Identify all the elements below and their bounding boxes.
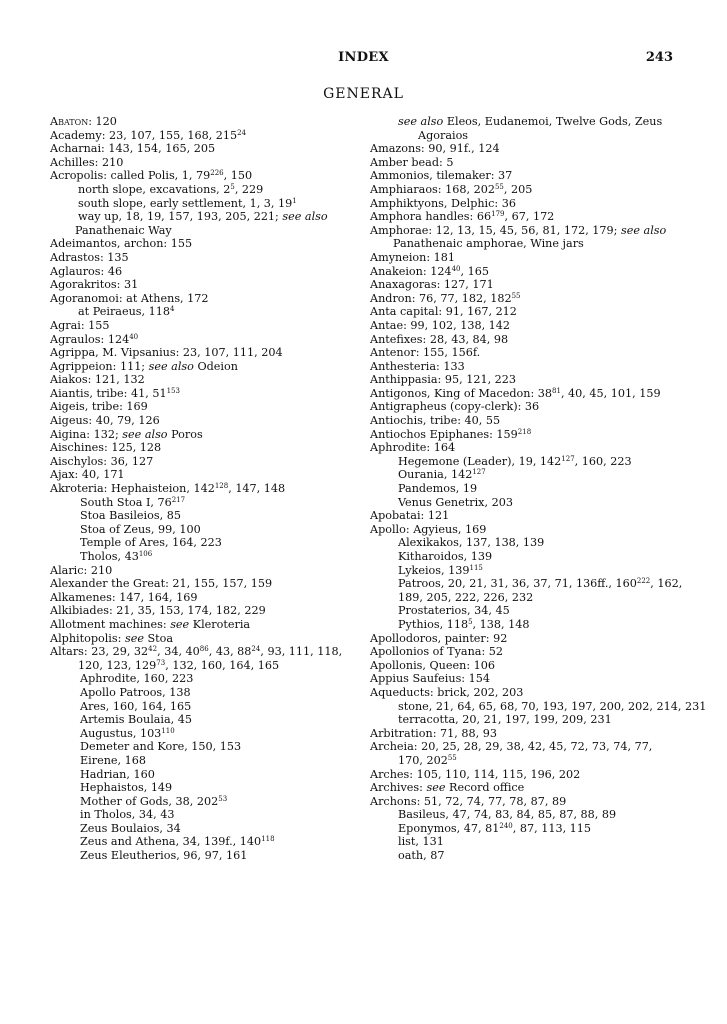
index-entry: terracotta, 20, 21, 197, 199, 209, 231 bbox=[398, 713, 612, 727]
index-entry: Tholos, $43^{106}$ bbox=[80, 550, 153, 563]
index-entry: Aischylos: 36, 127 bbox=[50, 454, 154, 468]
index-entry: Eirene, 168 bbox=[80, 753, 147, 767]
index-entry: Basileus, 47, 74, 83, 84, 85, 87, 88, 89 bbox=[398, 808, 617, 822]
index-entry: Allotment machines: see Kleroteria bbox=[50, 617, 251, 631]
index-column-left bbox=[50, 115, 362, 863]
index-entry: 120, 123, $129^{73}$, 132, 160, 164, 165 bbox=[78, 658, 280, 672]
index-entry: Aglauros: 46 bbox=[50, 264, 123, 278]
index-entry: Anthippasia: 95, 121, 223 bbox=[370, 373, 517, 387]
section-title: GENERAL bbox=[323, 86, 404, 102]
index-entry: Pandemos, 19 bbox=[398, 482, 478, 496]
index-entry: Prostaterios, 34, 45 bbox=[398, 604, 510, 618]
index-entry: Alexander the Great: 21, 155, 157, 159 bbox=[50, 577, 273, 591]
index-entry: Eponymos, 47, $81^{240}$, 87, 113, 115 bbox=[398, 821, 592, 835]
index-entry: Agoraios bbox=[418, 128, 469, 142]
index-entry: Apollodoros, painter: 92 bbox=[370, 631, 508, 645]
index-entry: Panathenaic Way bbox=[75, 223, 172, 237]
index-entry: Agrippa, M. Vipsanius: 23, 107, 111, 204 bbox=[50, 346, 283, 360]
index-entry: Amazons: 90, 91f., 124 bbox=[370, 142, 500, 156]
index-entry: Aiantis, tribe: 41, $51^{153}$ bbox=[50, 386, 180, 400]
index-entry: Hegemone (Leader), 19, $142^{127}$, 160, 223 bbox=[398, 454, 632, 468]
index-entry: Adeimantos, archon: 155 bbox=[50, 237, 193, 251]
index-entry: Amphorae: 12, 13, 15, 45, 56, 81, 172, 179; see also bbox=[370, 223, 667, 237]
index-entry: Aigeis, tribe: 169 bbox=[50, 400, 148, 414]
index-entry: Aischines: 125, 128 bbox=[50, 441, 162, 455]
index-column-right bbox=[370, 115, 707, 863]
index-entry: Artemis Boulaia, 45 bbox=[80, 713, 193, 727]
running-header bbox=[0, 50, 727, 70]
index-entry: Antenor: 155, 156f. bbox=[370, 346, 481, 360]
index-entry: south slope, early settlement, 1, 3, $19^1$ bbox=[78, 196, 297, 210]
index-entry: Acharnai: 143, 154, 165, 205 bbox=[50, 142, 216, 156]
index-entry: Antefixes: 28, 43, 84, 98 bbox=[370, 332, 509, 346]
index-entry: Anaxagoras: 127, 171 bbox=[370, 278, 494, 292]
index-entry: 170, $202^{55}$ bbox=[398, 753, 457, 767]
index-entry: Hephaistos, 149 bbox=[80, 781, 173, 795]
index-entry: Arbitration: 71, 88, 93 bbox=[370, 726, 497, 740]
index-entry: Panathenaic amphorae, Wine jars bbox=[393, 237, 584, 251]
index-entry: Pythios, $118^5$, 138, 148 bbox=[398, 617, 530, 631]
index-entry: Apollo: Agyieus, 169 bbox=[370, 522, 487, 536]
index-entry: Antiochos Epiphanes: $159^{218}$ bbox=[370, 427, 532, 441]
index-entry: Agorakritos: 31 bbox=[50, 278, 139, 292]
index-entry: Antigrapheus (copy-clerk): 36 bbox=[370, 400, 540, 414]
index-entry: Altars: 23, 29, $32^{42}$, 34, $40^{86}$, 43, $88^{24}$, 93, 111, 118, bbox=[50, 645, 343, 659]
index-entry: Alkamenes: 147, 164, 169 bbox=[50, 590, 198, 604]
index-entry: Arches: 105, 110, 114, 115, 196, 202 bbox=[370, 767, 581, 781]
index-entry: Kitharoidos, 139 bbox=[398, 550, 493, 563]
index-entry: Alexikakos, 137, 138, 139 bbox=[398, 536, 545, 550]
index-entry: Amphiktyons, Delphic: 36 bbox=[370, 196, 516, 210]
header-title: INDEX bbox=[338, 50, 389, 65]
index-entry: Alphitopolis: see Stoa bbox=[50, 631, 174, 645]
index-entry: Abaton: 120 bbox=[50, 115, 117, 128]
index-entry: see also Eleos, Eudanemoi, Twelve Gods, Zeus bbox=[398, 115, 663, 128]
index-entry: Acropolis: called Polis, 1, $79^{226}$, 150 bbox=[50, 169, 253, 183]
index-entry: Archeia: 20, 25, 28, 29, 38, 42, 45, 72, 73, 74, 77, bbox=[370, 740, 653, 754]
index-entry: Zeus Eleutherios, 96, 97, 161 bbox=[80, 849, 248, 863]
index-entry: Adrastos: 135 bbox=[50, 250, 129, 264]
index-entry: Appius Saufeius: 154 bbox=[370, 672, 490, 686]
index-entry: Amber bead: 5 bbox=[370, 155, 454, 169]
index-entry: Agoranomoi: at Athens, 172 bbox=[50, 291, 209, 305]
index-entry: Agrippeion: 111; see also Odeion bbox=[50, 359, 238, 373]
index-entry: Aphrodite, 160, 223 bbox=[80, 672, 194, 686]
index-entry: Andron: 76, 77, 182, $182^{55}$ bbox=[370, 291, 521, 305]
index-entry: Amphora handles: $66^{179}$, 67, 172 bbox=[370, 210, 555, 224]
index-entry: at Peiraeus, $118^4$ bbox=[78, 305, 175, 319]
index-entry: Antae: 99, 102, 138, 142 bbox=[370, 318, 511, 332]
index-entry: Ourania, $142^{127}$ bbox=[398, 468, 486, 482]
index-entry: Achilles: 210 bbox=[50, 155, 124, 169]
index-entry: Amphiaraos: 168, $202^{55}$, 205 bbox=[370, 182, 533, 196]
index-entry: Alaric: 210 bbox=[50, 563, 113, 577]
index-entry: Aiakos: 121, 132 bbox=[50, 373, 145, 387]
index-entry: Alkibiades: 21, 35, 153, 174, 182, 229 bbox=[50, 604, 266, 618]
index-entry: Mother of Gods, 38, $202^{53}$ bbox=[80, 794, 228, 808]
index-entry: Hadrian, 160 bbox=[80, 767, 155, 781]
index-entry: Academy: 23, 107, 155, 168, $215^{24}$ bbox=[50, 128, 247, 142]
index-entry: Anakeion: $124^{40}$, 165 bbox=[370, 264, 489, 278]
index-entry: Stoa of Zeus, 99, 100 bbox=[80, 522, 201, 536]
index-entry: Apobatai: 121 bbox=[370, 509, 450, 523]
index-entry: list, 131 bbox=[398, 835, 444, 849]
index-entry: Patroos, 20, 21, 31, 36, 37, 71, 136ff., $160^{222}$, 162, bbox=[398, 577, 683, 591]
index-entry: Antiochis, tribe: 40, 55 bbox=[370, 414, 501, 428]
index-entry: Ammonios, tilemaker: 37 bbox=[370, 169, 513, 183]
index-entry: Agraulos: $124^{40}$ bbox=[50, 332, 139, 346]
index-entry: Agrai: 155 bbox=[50, 318, 110, 332]
page-number: 243 bbox=[645, 50, 673, 65]
index-entry: Anta capital: 91, 167, 212 bbox=[370, 305, 517, 319]
index-entry: Temple of Ares, 164, 223 bbox=[80, 536, 222, 550]
index-entry: oath, 87 bbox=[398, 849, 445, 863]
index-entry: Aphrodite: 164 bbox=[370, 441, 456, 455]
index-entry: Augustus, $103^{110}$ bbox=[80, 726, 175, 740]
index-entry: Amyneion: 181 bbox=[370, 250, 456, 264]
index-entry: way up, 18, 19, 157, 193, 205, 221; see also bbox=[78, 210, 328, 224]
index-entry: stone, 21, 64, 65, 68, 70, 193, 197, 200, 202, 214, 231 bbox=[398, 699, 707, 713]
index-entry: Aigina: 132; see also Poros bbox=[50, 427, 203, 441]
index-entry: Stoa Basileios, 85 bbox=[80, 509, 181, 523]
index-entry: Ajax: 40, 171 bbox=[50, 468, 125, 482]
index-entry: Archons: 51, 72, 74, 77, 78, 87, 89 bbox=[370, 794, 567, 808]
index-entry: South Stoa I, $76^{217}$ bbox=[80, 495, 186, 509]
index-entry: 189, 205, 222, 226, 232 bbox=[398, 590, 534, 604]
index-entry: Aqueducts: brick, 202, 203 bbox=[370, 685, 524, 699]
index-entry: Aigeus: 40, 79, 126 bbox=[50, 414, 160, 428]
index-entry: Venus Genetrix, 203 bbox=[398, 495, 513, 509]
index-entry: Apollo Patroos, 138 bbox=[80, 685, 191, 699]
index-entry: in Tholos, 34, 43 bbox=[80, 808, 175, 822]
index-entry: Apollonis, Queen: 106 bbox=[370, 658, 496, 672]
index-entry: Zeus and Athena, 34, 139f., $140^{118}$ bbox=[80, 835, 275, 849]
index-entry: Apollonios of Tyana: 52 bbox=[370, 645, 504, 659]
index-entry: north slope, excavations, $2^5$, 229 bbox=[78, 182, 264, 196]
index-entry: Anthesteria: 133 bbox=[370, 359, 465, 373]
index-entry: Ares, 160, 164, 165 bbox=[80, 699, 192, 713]
index-entry: Akroteria: Hephaisteion, $142^{128}$, 147, 148 bbox=[50, 482, 286, 496]
index-entry: Archives: see Record office bbox=[370, 781, 525, 795]
index-entry: Zeus Boulaios, 34 bbox=[80, 821, 181, 835]
index-entry: Antigonos, King of Macedon: $38^{81}$, 40, 45, 101, 159 bbox=[370, 386, 661, 400]
index-entry: Lykeios, $139^{115}$ bbox=[398, 563, 483, 577]
index-entry: Demeter and Kore, 150, 153 bbox=[80, 740, 242, 754]
